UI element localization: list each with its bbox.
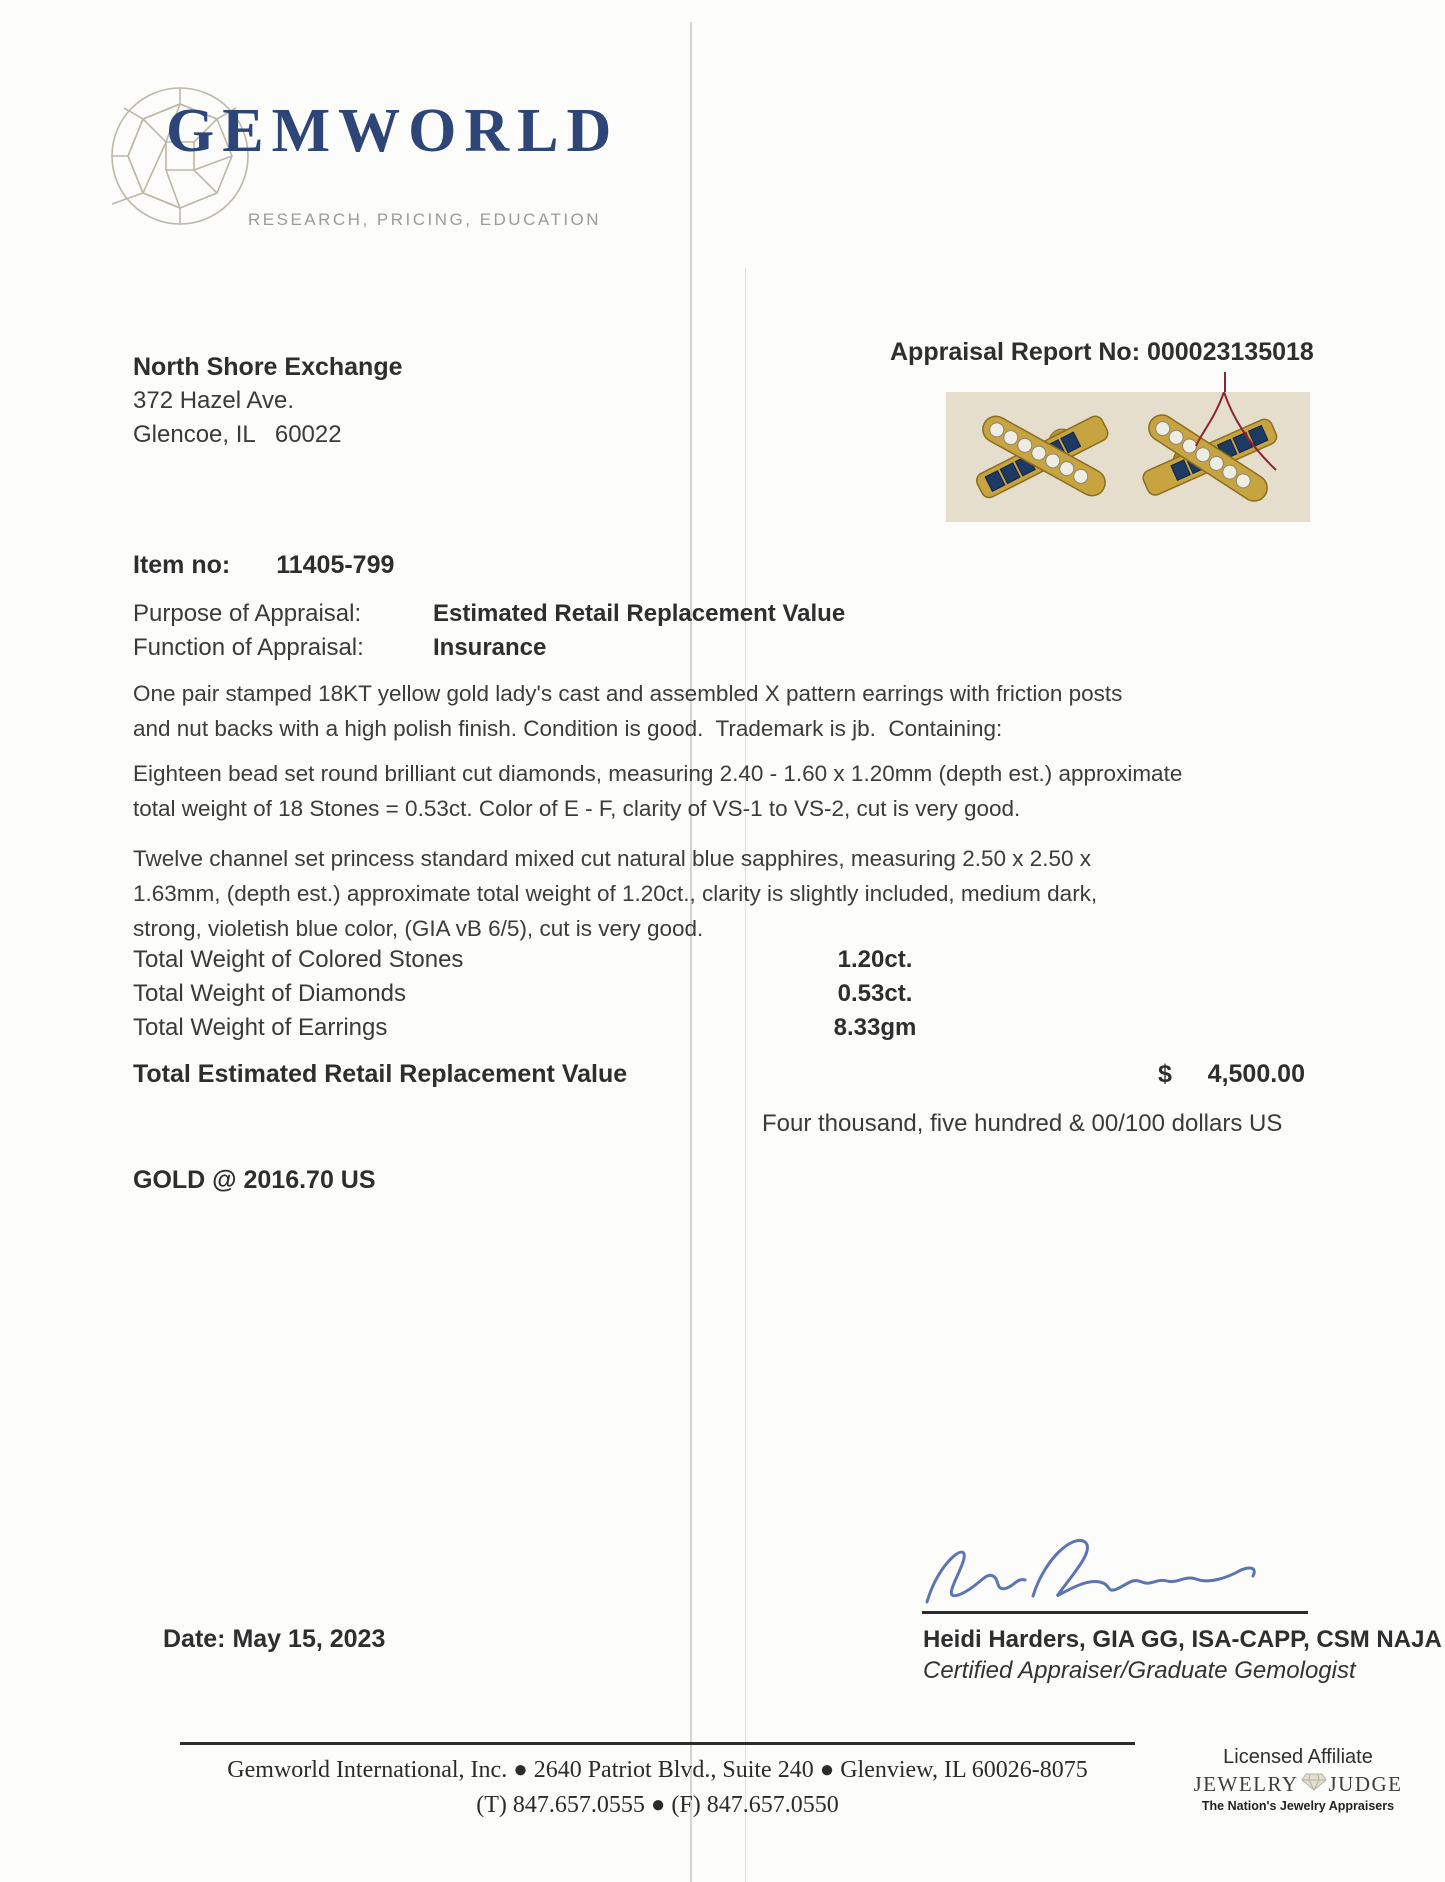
price-tag-string bbox=[1224, 372, 1226, 392]
weight-row-label: Total Weight of Colored Stones bbox=[133, 946, 464, 973]
description-line: and nut backs with a high polish finish. Condition is good. Trademark is jb. Containing: bbox=[133, 716, 1003, 741]
appraiser-title: Certified Appraiser/Graduate Gemologist bbox=[923, 1657, 1356, 1684]
total-value-amount: 4,500.00 bbox=[1207, 1060, 1305, 1088]
description-paragraph-3 bbox=[133, 841, 1097, 946]
item-photo-earrings bbox=[946, 392, 1310, 522]
function-value: Insurance bbox=[433, 634, 547, 661]
total-value-in-words: Four thousand, five hundred & 00/100 dollars US bbox=[762, 1110, 1283, 1137]
description-paragraph-2 bbox=[133, 756, 1182, 826]
recipient-name: North Shore Exchange bbox=[133, 353, 403, 381]
weight-row-value: 0.53ct. bbox=[837, 980, 913, 1007]
weight-row-label: Total Weight of Earrings bbox=[133, 1014, 388, 1041]
gold-price-note: GOLD @ 2016.70 US bbox=[133, 1166, 376, 1194]
appraisal-date: Date: May 15, 2023 bbox=[163, 1625, 386, 1653]
footer-phone-line: (T) 847.657.0555 ● (F) 847.657.0550 bbox=[476, 1792, 839, 1818]
recipient-address-line2: Glencoe, IL 60022 bbox=[133, 421, 342, 448]
paper-fold-line-secondary bbox=[745, 268, 746, 1882]
diamond-icon bbox=[1301, 1772, 1327, 1797]
appraiser-name: Heidi Harders, GIA GG, ISA-CAPP, CSM NAJA bbox=[923, 1626, 1442, 1653]
licensed-affiliate-label: Licensed Affiliate bbox=[1223, 1746, 1373, 1768]
recipient-address-block bbox=[133, 350, 403, 452]
weight-row-label: Total Weight of Diamonds bbox=[133, 980, 407, 1007]
jewelry-judge-left: JEWELRY bbox=[1193, 1772, 1299, 1796]
description-line: Twelve channel set princess standard mixed cut natural blue sapphires, measuring 2.50 x 2.50 x bbox=[133, 846, 1092, 871]
jewelry-judge-right: JUDGE bbox=[1328, 1772, 1403, 1796]
gemworld-wordmark: GEMWORLD bbox=[166, 97, 620, 165]
affiliate-tagline: The Nation's Jewelry Appraisers bbox=[1201, 1799, 1395, 1813]
jewelry-judge-logo bbox=[1178, 1772, 1418, 1797]
appraisal-report-number: Appraisal Report No: 000023135018 bbox=[890, 338, 1314, 366]
handwritten-signature-icon bbox=[905, 1530, 1325, 1630]
footer-company-block bbox=[180, 1753, 1135, 1823]
description-line: strong, violetish blue color, (GIA vB 6/5), cut is very good. bbox=[133, 916, 704, 941]
description-line: total weight of 18 Stones = 0.53ct. Color of E - F, clarity of VS-1 to VS-2, cut is very good. bbox=[133, 796, 1021, 821]
weight-row-value: 8.33gm bbox=[833, 1014, 917, 1041]
item-number-row bbox=[133, 551, 394, 580]
function-label: Function of Appraisal: bbox=[133, 634, 364, 661]
gemworld-tagline: RESEARCH, PRICING, EDUCATION bbox=[248, 210, 602, 229]
description-line: 1.63mm, (depth est.) approximate total weight of 1.20ct., clarity is slightly included, medium dark, bbox=[133, 881, 1098, 906]
recipient-address-line1: 372 Hazel Ave. bbox=[133, 387, 295, 414]
description-line: One pair stamped 18KT yellow gold lady's cast and assembled X pattern earrings with friction posts bbox=[133, 681, 1123, 706]
footer-rule bbox=[180, 1742, 1135, 1745]
total-value-label: Total Estimated Retail Replacement Value bbox=[133, 1060, 628, 1088]
purpose-label: Purpose of Appraisal: bbox=[133, 600, 362, 627]
signature-line bbox=[922, 1611, 1308, 1614]
weight-row-value: 1.20ct. bbox=[837, 946, 913, 973]
purpose-value: Estimated Retail Replacement Value bbox=[433, 600, 846, 627]
item-number-label: Item no: bbox=[133, 551, 231, 579]
footer-address-line: Gemworld International, Inc. ● 2640 Patriot Blvd., Suite 240 ● Glenview, IL 60026-8075 bbox=[227, 1757, 1088, 1783]
description-line: Eighteen bead set round brilliant cut diamonds, measuring 2.40 - 1.60 x 1.20mm (depth est.) approximate bbox=[133, 761, 1183, 786]
currency-symbol: $ bbox=[1158, 1060, 1172, 1088]
item-number-value: 11405-799 bbox=[276, 551, 395, 579]
description-paragraph-1 bbox=[133, 676, 1122, 746]
paper-fold-line-primary bbox=[690, 22, 692, 1882]
affiliate-logo-block bbox=[1178, 1746, 1418, 1813]
